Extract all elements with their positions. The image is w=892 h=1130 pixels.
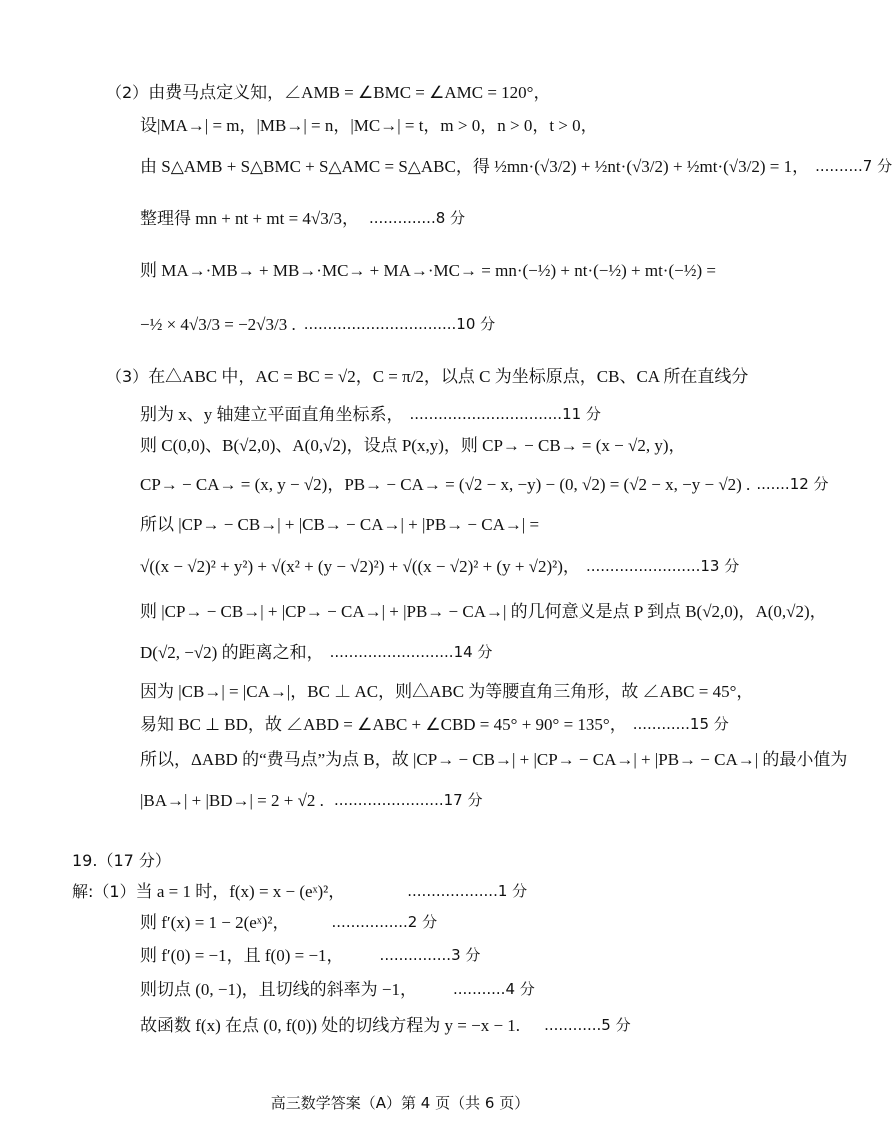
part3-line10-row bbox=[140, 716, 729, 733]
part2-line1: 由费马点定义知，∠AMB = ∠BMC = ∠AMC = 120°， bbox=[148, 83, 551, 102]
score-14: ..........................14 分 bbox=[329, 643, 493, 661]
score-3: ...............3 分 bbox=[379, 946, 481, 964]
q19-line5-row bbox=[140, 1017, 631, 1034]
part3-line2-row bbox=[140, 406, 601, 423]
part2-line3: 由 S△AMB + S△BMC + S△AMC = S△ABC，得 ½mn·(√3/2) + ½nt·(√3/2) + ½mt·(√3/2) = 1， bbox=[140, 157, 810, 176]
q19-label: 解:（1） bbox=[72, 881, 136, 901]
q19-line1-row bbox=[72, 883, 527, 900]
part3-line11: 所以，ΔABD 的“费马点”为点 B，故 |CP→ − CB→| + |CP→ − CA→| + |PB→ − CA→| 的最小值为 bbox=[140, 750, 848, 769]
part2-block bbox=[106, 84, 550, 101]
part2-line4-row bbox=[140, 210, 465, 227]
part3-line5: 所以 |CP→ − CB→| + |CB→ − CA→| + |PB→ − CA→| = bbox=[140, 515, 540, 534]
page-footer: 高三数学答案（A）第 4 页（共 6 页） bbox=[270, 1094, 530, 1112]
q19-line5: 故函数 f(x) 在点 (0, f(0)) 处的切线方程为 y = −x − 1. bbox=[140, 1016, 521, 1035]
part2-line2: 设|MA→| = m，|MB→| = n，|MC→| = t，m > 0，n > 0，t > 0， bbox=[140, 116, 598, 135]
part3-line1: 在△ABC 中，AC = BC = √2，C = π/2，以点 C 为坐标原点，CB、CA 所在直线分 bbox=[148, 367, 749, 386]
part3-line8-row bbox=[140, 644, 492, 661]
q19-line2-row bbox=[140, 914, 437, 931]
part3-line6-row bbox=[140, 558, 739, 575]
score-2: ................2 分 bbox=[331, 913, 438, 931]
q19-line4-row bbox=[140, 981, 535, 998]
score-10: ................................10 分 bbox=[303, 315, 496, 333]
part3-line7: 则 |CP→ − CB→| + |CP→ − CA→| + |PB→ − CA→| 的几何意义是点 P 到点 B(√2,0)，A(0,√2)， bbox=[140, 602, 827, 621]
part2-label: （2） bbox=[106, 82, 149, 102]
part3-line10: 易知 BC ⊥ BD，故 ∠ABD = ∠ABC + ∠CBD = 45° + 90° = 135°， bbox=[140, 715, 627, 734]
q19-heading: 19.（17 分） bbox=[72, 851, 171, 870]
q19-line1: 当 a = 1 时，f(x) = x − (eˣ)²， bbox=[135, 882, 346, 901]
part3-line3: 则 C(0,0)、B(√2,0)、A(0,√2)，设点 P(x,y)，则 CP→ − CB→ = (x − √2, y)， bbox=[140, 436, 686, 455]
score-4: ...........4 分 bbox=[453, 980, 535, 998]
part3-line2: 别为 x、y 轴建立平面直角坐标系， bbox=[140, 405, 404, 424]
part3-line9: 因为 |CB→| = |CA→|，BC ⊥ AC，则△ABC 为等腰直角三角形，故 ∠ABC = 45°， bbox=[140, 682, 754, 701]
score-1: ...................1 分 bbox=[407, 882, 528, 900]
q19-line3: 则 f′(0) = −1，且 f(0) = −1， bbox=[140, 946, 344, 965]
part3-line4: CP→ − CA→ = (x, y − √2)，PB→ − CA→ = (√2 − x, −y) − (0, √2) = (√2 − x, −y − √2) . bbox=[140, 475, 751, 494]
part2-line6: −½ × 4√3/3 = −2√3/3 . bbox=[140, 315, 296, 334]
score-13: ........................13 分 bbox=[585, 557, 740, 575]
part3-label: （3） bbox=[106, 366, 149, 386]
score-12: .......12 分 bbox=[756, 475, 829, 493]
part2-line4: 整理得 mn + nt + mt = 4√3/3， bbox=[140, 209, 359, 228]
part3-line6: √((x − √2)² + y²) + √(x² + (y − √2)²) + √((x − √2)² + (y + √2)²)， bbox=[140, 557, 580, 576]
score-8: ..............8 分 bbox=[368, 209, 466, 227]
score-15: ............15 分 bbox=[632, 715, 729, 733]
q19-line3-row bbox=[140, 947, 480, 964]
q19-line4: 则切点 (0, −1)，且切线的斜率为 −1， bbox=[140, 980, 417, 999]
part2-line6-row bbox=[140, 316, 495, 333]
part2-line3-row bbox=[140, 158, 892, 175]
part3-line12-row bbox=[140, 792, 482, 809]
score-17: .......................17 分 bbox=[333, 791, 483, 809]
part3-block bbox=[106, 368, 748, 385]
score-11: ................................11 分 bbox=[409, 405, 601, 423]
score-5: ............5 分 bbox=[544, 1016, 631, 1034]
score-7: ..........7 分 bbox=[815, 157, 892, 175]
q19-line2: 则 f′(x) = 1 − 2(eˣ)²， bbox=[140, 913, 290, 932]
part3-line4-row bbox=[140, 476, 829, 493]
part3-line8: D(√2, −√2) 的距离之和， bbox=[140, 643, 324, 662]
part2-line5: 则 MA→·MB→ + MB→·MC→ + MA→·MC→ = mn·(−½) + nt·(−½) + mt·(−½) = bbox=[140, 261, 716, 280]
part3-line12: |BA→| + |BD→| = 2 + √2 . bbox=[140, 791, 324, 810]
